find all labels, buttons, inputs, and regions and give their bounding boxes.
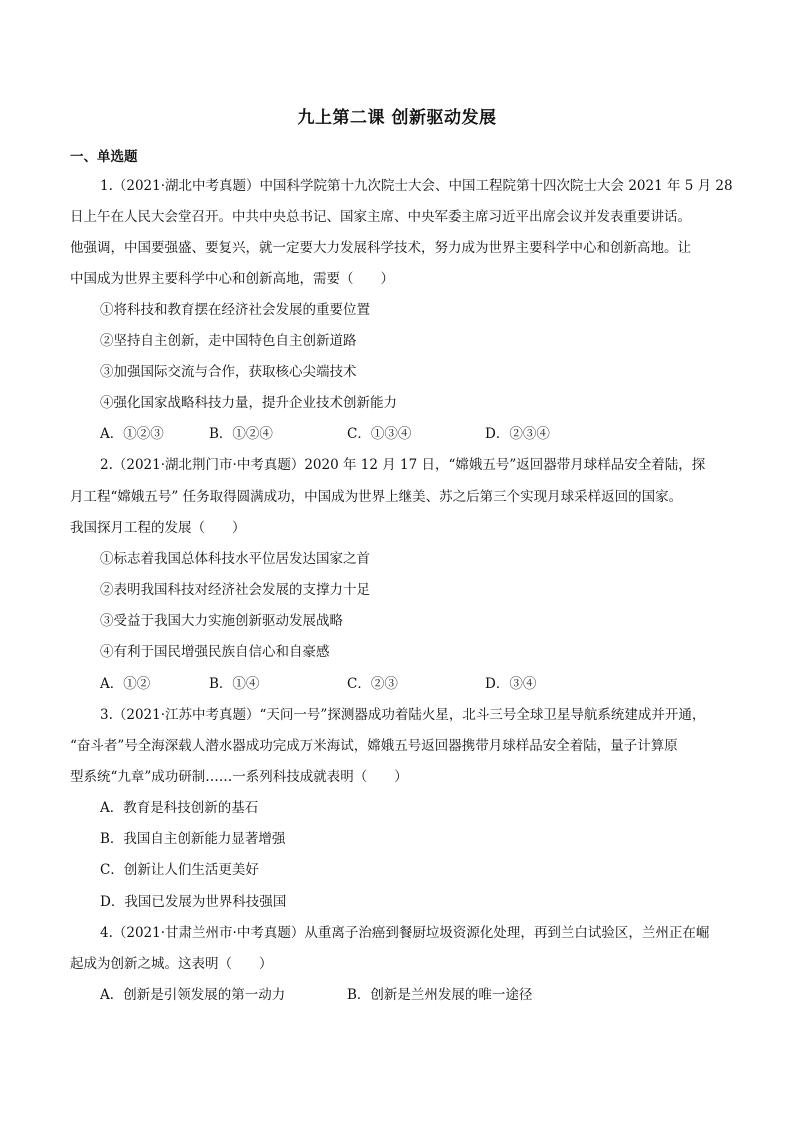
q4-stem-line-2: 起成为创新之城。这表明（ ） bbox=[70, 956, 273, 972]
q2-statement-3: ③受益于我国大力实施创新驱动发展战略 bbox=[100, 613, 343, 629]
q1-stem-line-3: 他强调，中国要强盛、要复兴，就一定要大力发展科学技术，努力成为世界主要科学中心和创新高地。让 bbox=[70, 240, 691, 256]
q2-statement-1: ①标志着我国总体科技水平位居发达国家之首 bbox=[100, 551, 370, 567]
q2-stem-line-3: 我国探月工程的发展（ ） bbox=[70, 520, 246, 536]
q3-option-d[interactable]: D．我国已发展为世界科技强国 bbox=[100, 894, 287, 910]
q4-option-b[interactable]: B．创新是兰州发展的唯一途径 bbox=[347, 987, 533, 1003]
q1-option-b[interactable]: B．①②④ bbox=[209, 426, 273, 442]
q4-option-a[interactable]: A．创新是引领发展的第一动力 bbox=[100, 987, 286, 1003]
q1-statement-4: ④强化国家战略科技力量，提升企业技术创新能力 bbox=[100, 395, 397, 411]
q4-stem-line-1: 4.（2021·甘肃兰州市·中考真题）从重离子治癌到餐厨垃圾资源化处理，再到兰白试验区，兰州正在崛 bbox=[100, 925, 710, 941]
q3-option-b[interactable]: B．我国自主创新能力显著增强 bbox=[100, 831, 286, 847]
q2-option-d[interactable]: D．③④ bbox=[485, 676, 537, 692]
q1-option-a[interactable]: A．①②③ bbox=[100, 426, 164, 442]
q2-statement-4: ④有利于国民增强民族自信心和自豪感 bbox=[100, 644, 330, 660]
q2-stem-line-2: 月工程“嫦娥五号” 任务取得圆满成功，中国成为世界上继美、苏之后第三个实现月球采样返回的国家。 bbox=[70, 489, 683, 505]
q3-stem-line-3: 型系统“九章”成功研制……一系列科技成就表明（ ） bbox=[70, 769, 408, 785]
q1-stem-line-2: 日上午在人民大会堂召开。中共中央总书记、国家主席、中央军委主席习近平出席会议并发表重要讲话。 bbox=[70, 209, 691, 225]
q3-option-c[interactable]: C．创新让人们生活更美好 bbox=[100, 862, 259, 878]
q3-stem-line-1: 3.（2021·江苏中考真题）“天问一号”探测器成功着陆火星，北斗三号全球卫星导航系统建成并开通， bbox=[100, 707, 706, 723]
q2-option-a[interactable]: A．①② bbox=[100, 676, 151, 692]
document-title: 九上第二课 创新驱动发展 bbox=[297, 108, 497, 128]
q1-stem-line-4: 中国成为世界主要科学中心和创新高地，需要（ ） bbox=[70, 271, 394, 287]
q1-statement-3: ③加强国际交流与合作，获取核心尖端技术 bbox=[100, 364, 357, 380]
q1-statement-1: ①将科技和教育摆在经济社会发展的重要位置 bbox=[100, 302, 370, 318]
q2-stem-line-1: 2.（2021·湖北荆门市·中考真题）2020 年 12 月 17 日，“嫦娥五号”返回器带月球样品安全着陆，探 bbox=[100, 457, 706, 473]
q3-stem-line-2: “奋斗者”号全海深载人潜水器成功完成万米海试，嫦娥五号返回器携带月球样品安全着陆，量子计算原 bbox=[70, 738, 678, 754]
q1-option-c[interactable]: C．①③④ bbox=[347, 426, 412, 442]
q2-option-c[interactable]: C．②③ bbox=[347, 676, 398, 692]
q3-option-a[interactable]: A．教育是科技创新的基石 bbox=[100, 800, 259, 816]
q2-statement-2: ②表明我国科技对经济社会发展的支撑力十足 bbox=[100, 582, 370, 598]
q1-stem-line-1: 1.（2021·湖北中考真题）中国科学院第十九次院士大会、中国工程院第十四次院士大会 2021 年 5 月 28 bbox=[100, 178, 733, 194]
q1-option-d[interactable]: D．②③④ bbox=[485, 426, 550, 442]
q1-statement-2: ②坚持自主创新，走中国特色自主创新道路 bbox=[100, 333, 357, 349]
q2-option-b[interactable]: B．①④ bbox=[209, 676, 260, 692]
section-heading: 一、单选题 bbox=[70, 149, 138, 165]
